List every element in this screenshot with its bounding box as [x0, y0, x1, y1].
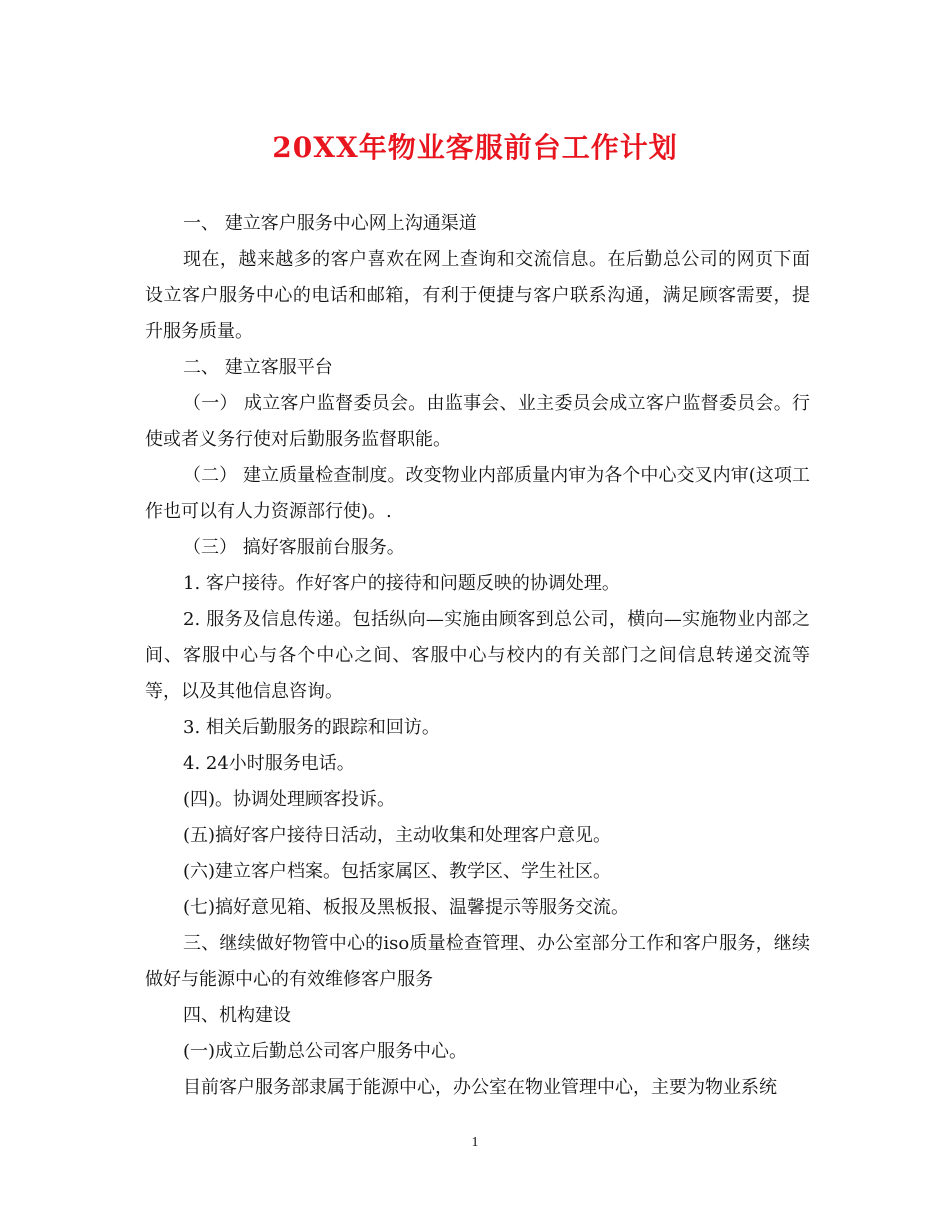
document-title: 20XX年物业客服前台工作计划 — [272, 131, 678, 164]
paragraph: （一） 成立客户监督委员会。由监事会、业主委员会成立客户监督委员会。行使或者义务行使对后勤服务监督职能。 — [145, 393, 810, 450]
paragraph: 目前客户服务部隶属于能源中心，办公室在物业管理中心，主要为物业系统 — [183, 1077, 777, 1098]
paragraph: （三） 搞好客服前台服务。 — [183, 537, 405, 558]
page-number: 1 — [471, 1135, 479, 1150]
paragraph: 现在，越来越多的客户喜欢在网上查询和交流信息。在后勤总公司的网页下面设立客户服务中心的电话和邮箱，有利于便捷与客户联系沟通，满足顾客需要，提升服务质量。 — [145, 249, 810, 342]
paragraph: 4. 24小时服务电话。 — [183, 753, 355, 774]
paragraph: 二、 建立客服平台 — [183, 357, 333, 378]
paragraph: (七)搞好意见箱、板报及黑板报、温馨提示等服务交流。 — [183, 897, 630, 918]
paragraph: (一)成立后勤总公司客户服务中心。 — [183, 1041, 468, 1062]
document-body — [145, 206, 810, 1106]
paragraph: 四、机构建设 — [183, 1005, 291, 1026]
paragraph: (四)。协调处理顾客投诉。 — [183, 789, 396, 810]
paragraph: 3. 相关后勤服务的跟踪和回访。 — [183, 717, 440, 738]
paragraph: 1. 客户接待。作好客户的接待和问题反映的协调处理。 — [183, 573, 620, 594]
paragraph: 三、继续做好物管中心的iso质量检查管理、办公室部分工作和客户服务，继续做好与能源中心的有效维修客户服务 — [145, 933, 810, 990]
paragraph: 2. 服务及信息传递。包括纵向—实施由顾客到总公司，横向—实施物业内部之间、客服中心与各个中心之间、客服中心与校内的有关部门之间信息转递交流等等，以及其他信息咨询。 — [145, 609, 810, 702]
paragraph: （二） 建立质量检查制度。改变物业内部质量内审为各个中心交叉内审(这项工作也可以有人力资源部行使)。. — [145, 465, 810, 522]
paragraph: (六)建立客户档案。包括家属区、教学区、学生社区。 — [183, 861, 612, 882]
paragraph: 一、 建立客户服务中心网上沟通渠道 — [183, 213, 477, 234]
paragraph: (五)搞好客户接待日活动，主动收集和处理客户意见。 — [183, 825, 612, 846]
